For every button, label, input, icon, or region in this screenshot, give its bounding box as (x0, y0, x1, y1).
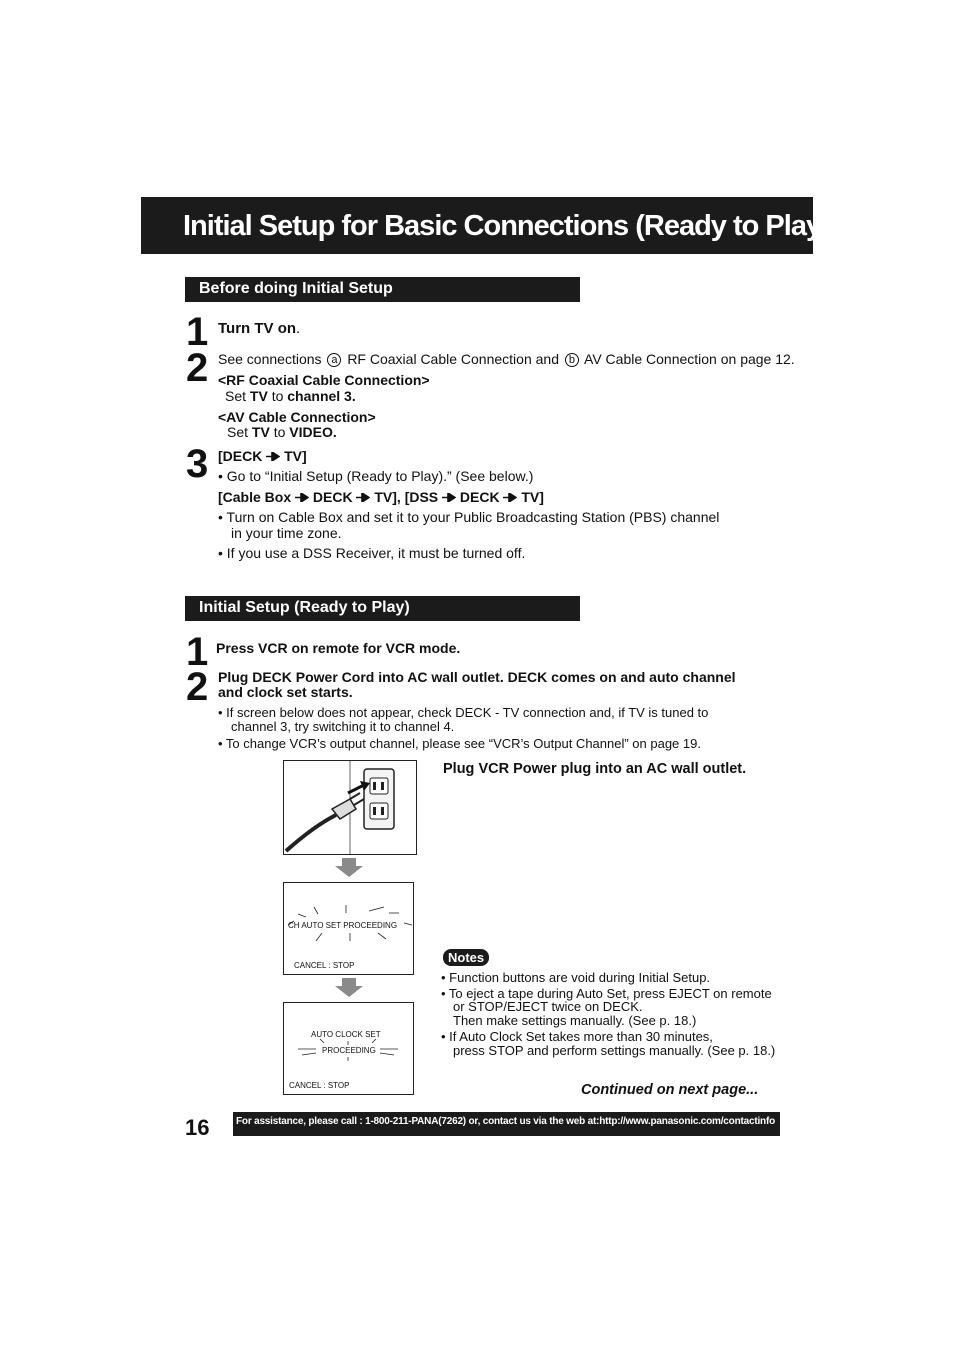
section-heading-before-setup: Before doing Initial Setup (185, 277, 580, 302)
heading-part: DECK (459, 489, 500, 505)
note-item-cont: or STOP/EJECT twice on DECK. (453, 999, 643, 1014)
right-arrowhead-icon (295, 493, 309, 502)
note-item-cont: press STOP and perform settings manually. (See p. 18.) (453, 1043, 776, 1058)
screen-status-text: CH AUTO SET PROCEEDING (288, 921, 398, 930)
heading-part: [DECK (218, 448, 263, 464)
screen-cancel-text: CANCEL : STOP (289, 1081, 350, 1090)
heading-part: TV], [DSS (374, 489, 439, 505)
tv-screen-clock-set (283, 1002, 414, 1095)
av-heading: <AV Cable Connection> (218, 409, 376, 425)
see-connections-text: See connections (218, 351, 322, 367)
step-text (218, 321, 300, 337)
screen-clock-text: AUTO CLOCK SET (311, 1030, 381, 1039)
tv-word: TV (251, 424, 270, 440)
note-item-cont: Then make settings manually. (See p. 18.) (453, 1013, 697, 1028)
step-number: 3 (186, 442, 209, 486)
plug-deck-text: Plug DECK Power Cord into AC wall outlet. DECK comes on and auto channel (218, 669, 736, 685)
tv-screen-auto-set (283, 882, 414, 975)
period: . (296, 320, 301, 337)
note-item: • If Auto Clock Set takes more than 30 minutes, (441, 1029, 713, 1044)
plug-caption: Plug VCR Power plug into an AC wall outlet. (443, 761, 747, 777)
right-arrowhead-icon (356, 493, 370, 502)
set-word: Set (225, 388, 247, 404)
step-number: 1 (186, 630, 209, 674)
heading-part: [Cable Box (218, 489, 292, 505)
screen-proceeding-text: PROCEEDING (322, 1046, 376, 1055)
to-word: to (273, 424, 286, 440)
heading-part: TV] (521, 489, 544, 505)
connections-line (218, 351, 795, 367)
bullet-text: • If screen below does not appear, check DECK - TV connection and, if TV is tuned to (218, 705, 709, 720)
right-arrowhead-icon (266, 452, 280, 461)
continued-text: Continued on next page... (581, 1082, 759, 1098)
bullet-text: • Turn on Cable Box and set it to your Public Broadcasting Station (PBS) channel (218, 509, 720, 525)
down-arrow-icon (334, 858, 364, 878)
bullet-text: • If you use a DSS Receiver, it must be turned off. (218, 545, 526, 561)
right-arrowhead-icon (503, 493, 517, 502)
set-word: Set (227, 424, 249, 440)
circled-b-icon: b (565, 353, 579, 367)
right-arrowhead-icon (442, 493, 456, 502)
to-word: to (271, 388, 284, 404)
rf-instruction (225, 388, 356, 404)
channel-value: channel 3. (287, 388, 356, 404)
turn-tv-on-text: Turn TV on (218, 320, 297, 337)
page-number: 16 (185, 1115, 210, 1140)
av-connection-text: AV Cable Connection on page 12. (584, 351, 795, 367)
down-arrow-icon (334, 978, 364, 998)
footer-contact-text: For assistance, please call : 1-800-211-PANA(7262) or, contact us via the web at:http://www.panasonic.com/contactinfo (236, 1116, 775, 1127)
cable-box-heading (218, 489, 544, 505)
screen-cancel-text: CANCEL : STOP (294, 961, 355, 970)
section-heading-initial-setup: Initial Setup (Ready to Play) (185, 596, 580, 621)
note-item: • Function buttons are void during Initial Setup. (441, 970, 711, 985)
step-number: 2 (186, 346, 209, 390)
step-number: 1 (186, 310, 209, 354)
rf-heading: <RF Coaxial Cable Connection> (218, 372, 430, 388)
video-value: VIDEO. (289, 424, 337, 440)
page-title: Initial Setup for Basic Connections (Ready to Play) (183, 210, 830, 242)
av-instruction (227, 424, 337, 440)
note-item: • To eject a tape during Auto Set, press EJECT on remote (441, 986, 772, 1001)
rf-connection-text: RF Coaxial Cable Connection and (347, 351, 559, 367)
heading-part: DECK (312, 489, 353, 505)
step-number: 2 (186, 665, 209, 709)
notes-badge: Notes (443, 949, 489, 966)
bullet-text: • Go to “Initial Setup (Ready to Play).” (See below.) (218, 468, 534, 484)
circled-a-icon: a (327, 353, 341, 367)
tv-word: TV (249, 388, 268, 404)
bullet-text-cont: channel 3, try switching it to channel 4. (231, 719, 455, 734)
bullet-text-cont: in your time zone. (231, 525, 342, 541)
heading-part: TV] (284, 448, 307, 464)
deck-tv-heading (218, 448, 307, 464)
press-vcr-text: Press VCR on remote for VCR mode. (216, 640, 461, 656)
power-plug-illustration (283, 760, 417, 855)
wall-outlet-plug-icon (284, 761, 416, 854)
plug-deck-text-cont: and clock set starts. (218, 684, 353, 700)
bullet-text: • To change VCR’s output channel, please see “VCR’s Output Channel” on page 19. (218, 736, 701, 751)
